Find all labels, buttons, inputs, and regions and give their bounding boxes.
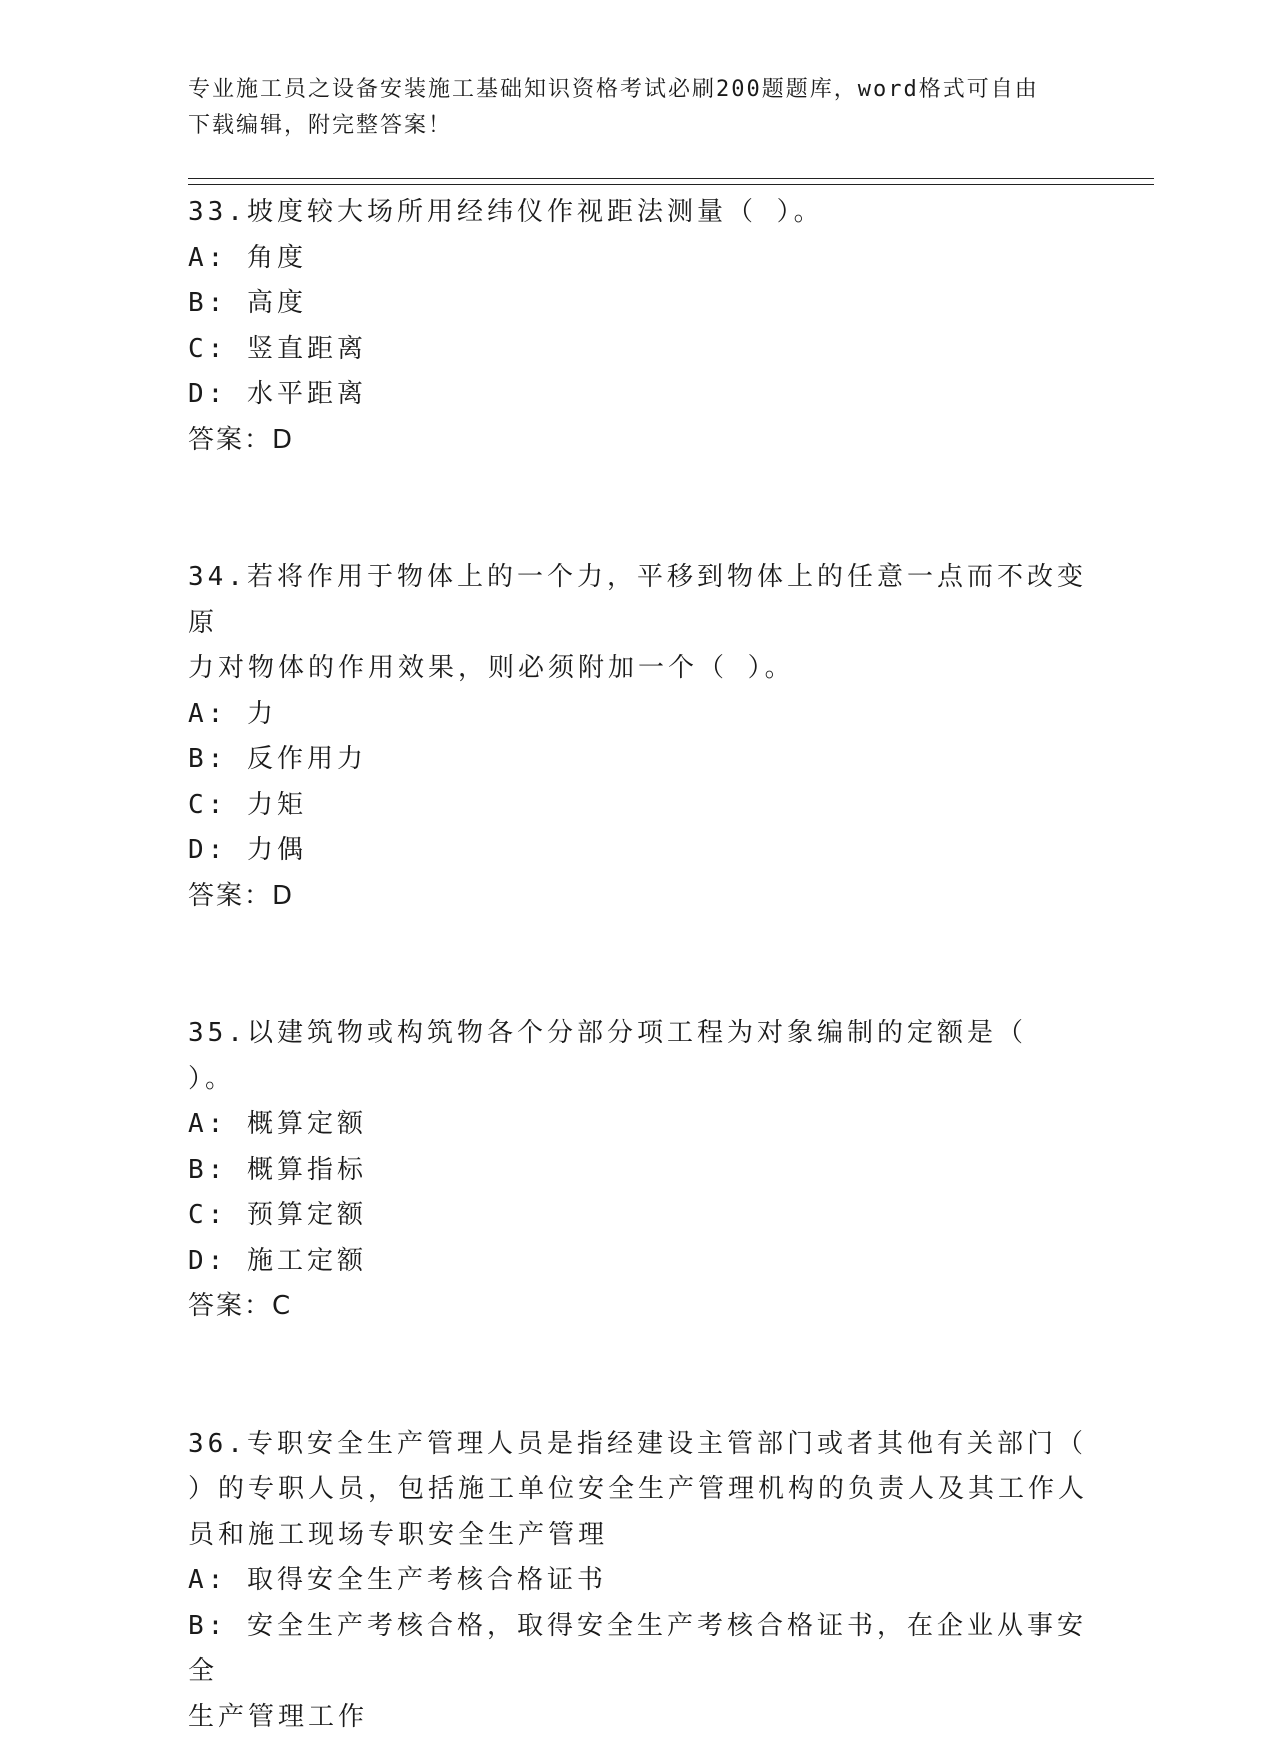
option-b: B: 概算指标 [188,1148,1088,1194]
header-line-1: 专业施工员之设备安装施工基础知识资格考试必刷200题题库，word格式可自由 [188,72,1088,108]
answer: 答案：C [188,1284,1088,1330]
question-text: 33.坡度较大场所用经纬仪作视距法测量（ ）。 [188,190,1088,236]
question-34 [188,555,1088,919]
question-text: 员和施工现场专职安全生产管理 [188,1513,1088,1559]
question-spacer [188,463,1088,555]
option-c: C: 力矩 [188,783,1088,829]
question-36 [188,1422,1088,1740]
option-c: C: 预算定额 [188,1193,1088,1239]
question-35 [188,1011,1088,1330]
question-text: 力对物体的作用效果，则必须附加一个（ ）。 [188,646,1088,692]
question-text: 36.专职安全生产管理人员是指经建设主管部门或者其他有关部门（ [188,1422,1088,1468]
option-b: B: 反作用力 [188,737,1088,783]
document-header [188,72,1088,144]
option-a: A: 取得安全生产考核合格证书 [188,1558,1088,1604]
question-text: 35.以建筑物或构筑物各个分部分项工程为对象编制的定额是（ ）。 [188,1011,1088,1102]
option-b: B: 高度 [188,281,1088,327]
option-a: A: 概算定额 [188,1102,1088,1148]
question-list [188,190,1088,1740]
question-text: ）的专职人员，包括施工单位安全生产管理机构的负责人及其工作人 [188,1467,1088,1513]
option-d: D: 水平距离 [188,372,1088,418]
option-c: C: 竖直距离 [188,327,1088,373]
option-a: A: 角度 [188,236,1088,282]
header-divider-bottom [188,184,1154,185]
answer: 答案：D [188,418,1088,464]
answer: 答案：D [188,874,1088,920]
header-divider-top [188,178,1154,179]
question-text: 34.若将作用于物体上的一个力，平移到物体上的任意一点而不改变原 [188,555,1088,646]
option-a: A: 力 [188,692,1088,738]
header-line-2: 下载编辑，附完整答案！ [188,108,1088,144]
question-spacer [188,1330,1088,1422]
question-spacer [188,919,1088,1011]
option-d: D: 施工定额 [188,1239,1088,1285]
option-b-continued: 生产管理工作 [188,1695,1088,1740]
option-d: D: 力偶 [188,828,1088,874]
question-33 [188,190,1088,463]
option-b: B: 安全生产考核合格，取得安全生产考核合格证书，在企业从事安全 [188,1604,1088,1695]
